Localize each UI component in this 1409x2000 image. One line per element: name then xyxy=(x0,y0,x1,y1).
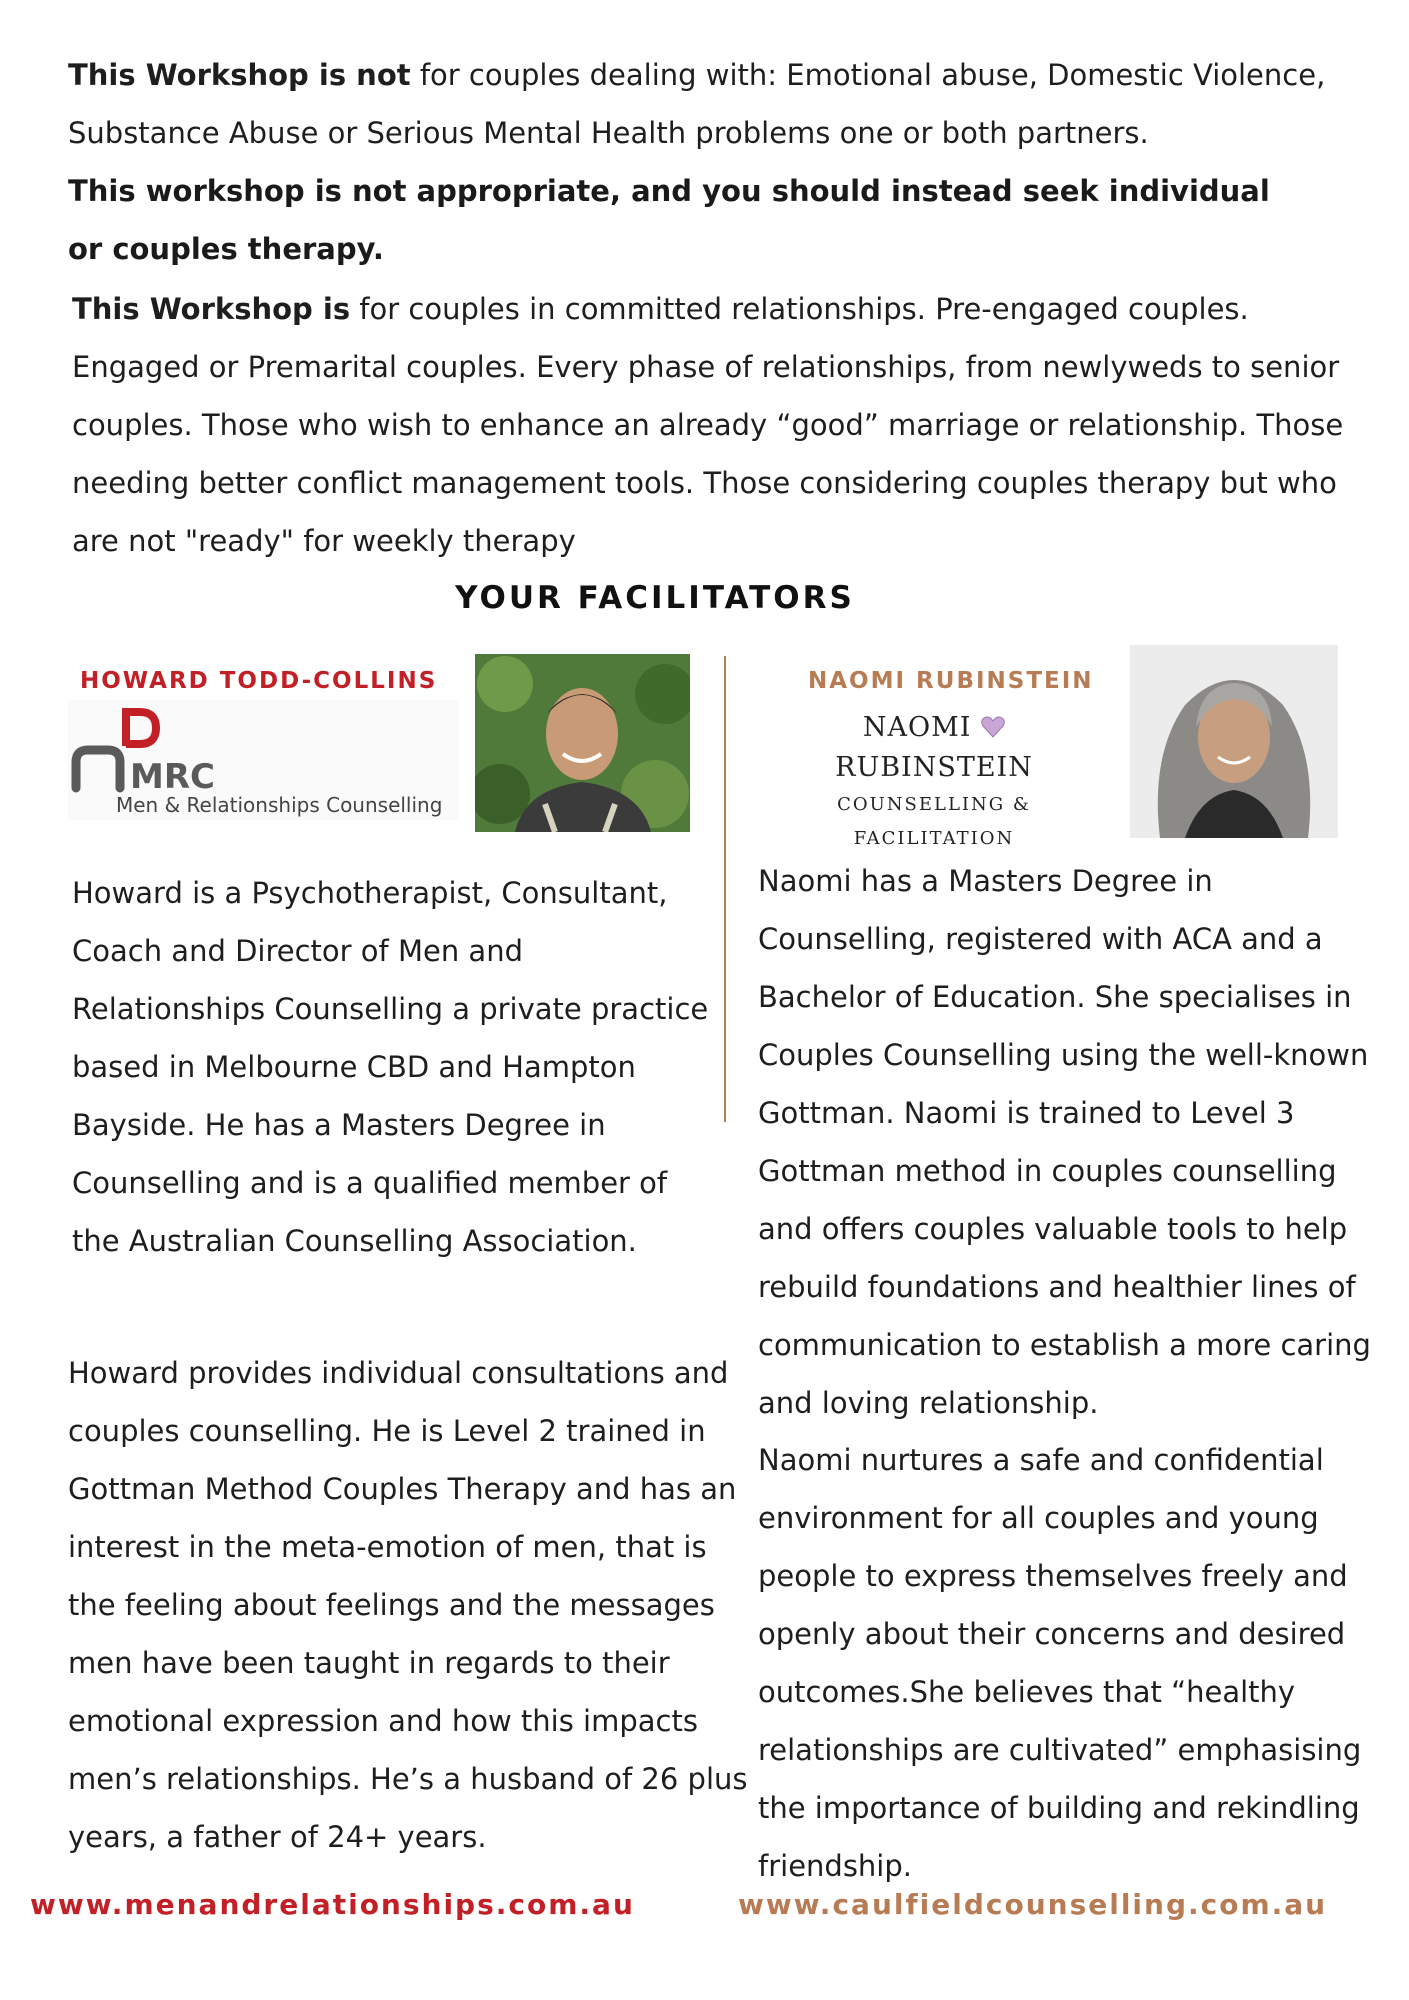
naomi-logo-first: NAOMI xyxy=(862,712,972,743)
not-for-text: for couples dealing with: Emotional abuse, Domestic Violence, Substance Abuse or Serious Mental Health problems one or both partners. xyxy=(68,58,1326,150)
mrc-logo-tagline: Men & Relationships Counselling xyxy=(116,793,443,817)
naomi-photo xyxy=(1130,645,1338,838)
not-appropriate-notice: This workshop is not appropriate, and you should instead seek individual or couples therapy. xyxy=(68,174,1270,266)
howard-name: HOWARD TODD-COLLINS xyxy=(80,668,438,694)
naomi-name: NAOMI RUBINSTEIN xyxy=(808,668,1094,694)
mrc-logo xyxy=(68,700,458,820)
naomi-logo-last: RUBINSTEIN xyxy=(835,752,1033,783)
mrc-logo-abbr: MRC xyxy=(130,757,215,797)
column-divider xyxy=(724,656,726,1122)
caulfield-counselling-link[interactable]: www.caulfieldcounselling.com.au xyxy=(738,1888,1328,1921)
howard-bio-1: Howard is a Psychotherapist, Consultant, Coach and Director of Men and Relationships Counselling a private practice based in Melbourne CBD and Hampton Bayside. He has a Masters Degree in Counselling and is a qualified member of the Australian Counselling Association. xyxy=(72,876,709,1258)
facilitators-heading: YOUR FACILITATORS xyxy=(455,580,855,616)
naomi-bio-2: Naomi nurtures a safe and confidential environment for all couples and young people to express themselves freely and openly about their concerns and desired outcomes.She believes that “healthy relationships are cultivated” emphasising the importance of building and rekindling friendship. xyxy=(758,1443,1362,1883)
is-for-lead: This Workshop is xyxy=(72,292,351,326)
naomi-logo xyxy=(760,708,1108,856)
naomi-bio-1: Naomi has a Masters Degree in Counselling, registered with ACA and a Bachelor of Education. She specialises in Couples Counselling using the well-known Gottman. Naomi is trained to Level 3 Gottman method in couples counselling and offers couples valuable tools to help rebuild foundations and healthier lines of communication to establish a more caring and loving relationship. xyxy=(758,864,1371,1420)
howard-bio-2: Howard provides individual consultations and couples counselling. He is Level 2 trained in Gottman Method Couples Therapy and has an interest in the meta-emotion of men, that is the feeling about feelings and the messages men have been taught in regards to their emotional expression and how this impacts men’s relationships. He’s a husband of 26 plus years, a father of 24+ years. xyxy=(68,1356,748,1854)
not-for-paragraph xyxy=(68,46,1358,162)
men-and-relationships-link[interactable]: www.menandrelationships.com.au xyxy=(30,1888,635,1921)
naomi-logo-tagline: COUNSELLING & FACILITATION xyxy=(837,794,1031,849)
heart-icon xyxy=(981,716,1005,738)
not-for-lead: This Workshop is not xyxy=(68,58,411,92)
is-for-paragraph xyxy=(72,280,1382,570)
howard-photo xyxy=(475,654,690,832)
is-for-text: for couples in committed relationships. Pre-engaged couples. Engaged or Premarital couples. Every phase of relationships, from newlyweds to senior couples. Those who wish to enhance an already “good” marriage or relationship. Those needing better conflict management tools. Those considering couples therapy but who are not "ready" for weekly therapy xyxy=(72,292,1344,558)
